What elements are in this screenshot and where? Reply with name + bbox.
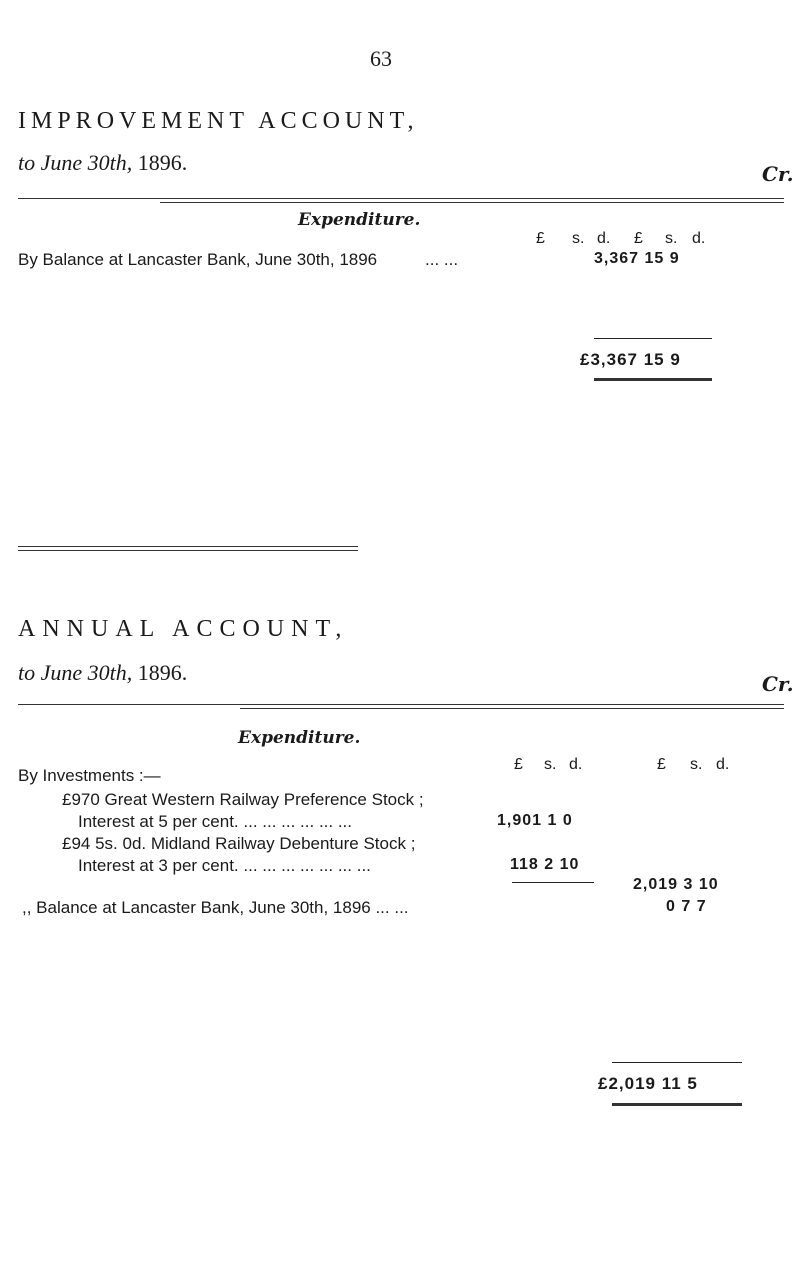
ledger-entry-text: ,, Balance at Lancaster Bank, June 30th, 1896 ... ... [22,898,409,917]
divider [160,202,784,203]
date-label: June 30th, [40,150,133,175]
column-header-shillings: s. [690,756,703,773]
column-header-pound: £ [514,756,523,773]
improvement-account-heading: IMPROVEMENT ACCOUNT, [18,108,419,134]
to-label: to [18,150,36,175]
ledger-entry-text: By Balance at Lancaster Bank, June 30th, 1896 [18,250,378,269]
column-header-pence: d. [692,230,706,247]
entry-amount: 0 7 7 [666,898,707,915]
ledger-entry-text: £94 5s. 0d. Midland Railway Debenture Stock ; [62,834,416,853]
annual-account-date [18,660,187,686]
column-header-pence: d. [716,756,730,773]
section-title: Expenditure. [238,728,361,748]
entry-amount: 118 2 10 [510,856,580,873]
column-header-pence: d. [597,230,611,247]
sum-rule [612,1062,742,1063]
ledger-entry-text: £970 Great Western Railway Preference Stock ; [62,790,424,809]
to-label: to [18,660,36,685]
year-label: 1896. [137,150,188,175]
credit-label: Cr. [762,162,794,186]
entry-amount: 1,901 1 0 [497,812,573,829]
page-number: 63 [370,46,392,71]
section-divider [18,550,358,551]
sum-rule [594,338,712,339]
improvement-account-date [18,150,187,176]
double-rule [612,1103,742,1106]
divider [18,704,784,705]
date-label: June 30th, [40,660,133,685]
year-label: 1896. [137,660,188,685]
divider [18,198,784,199]
credit-label: Cr. [762,672,794,696]
sum-rule [512,882,594,883]
account-total: £3,367 15 9 [580,350,681,369]
section-divider [18,546,358,547]
column-header-shillings: s. [665,230,678,247]
ledger-entry-text: Interest at 5 per cent. ... ... ... ... ... ... [78,812,353,831]
account-total: £2,019 11 5 [598,1074,698,1093]
ledger-entry-text: Interest at 3 per cent. ... ... ... ... ... ... ... [78,856,371,875]
leader-dots: ... ... [425,250,459,269]
column-header-pound: £ [657,756,666,773]
subtotal-amount: 2,019 3 10 [633,876,719,893]
column-header-pound: £ [634,230,643,247]
annual-account-heading: ANNUAL ACCOUNT, [18,616,349,642]
entry-amount: 3,367 15 9 [594,250,680,267]
column-header-pound: £ [536,230,545,247]
column-header-pence: d. [569,756,583,773]
column-header-shillings: s. [544,756,557,773]
section-title: Expenditure. [298,210,421,230]
investments-label: By Investments :— [18,766,161,785]
column-header-shillings: s. [572,230,585,247]
divider [240,708,784,709]
double-rule [594,378,712,381]
